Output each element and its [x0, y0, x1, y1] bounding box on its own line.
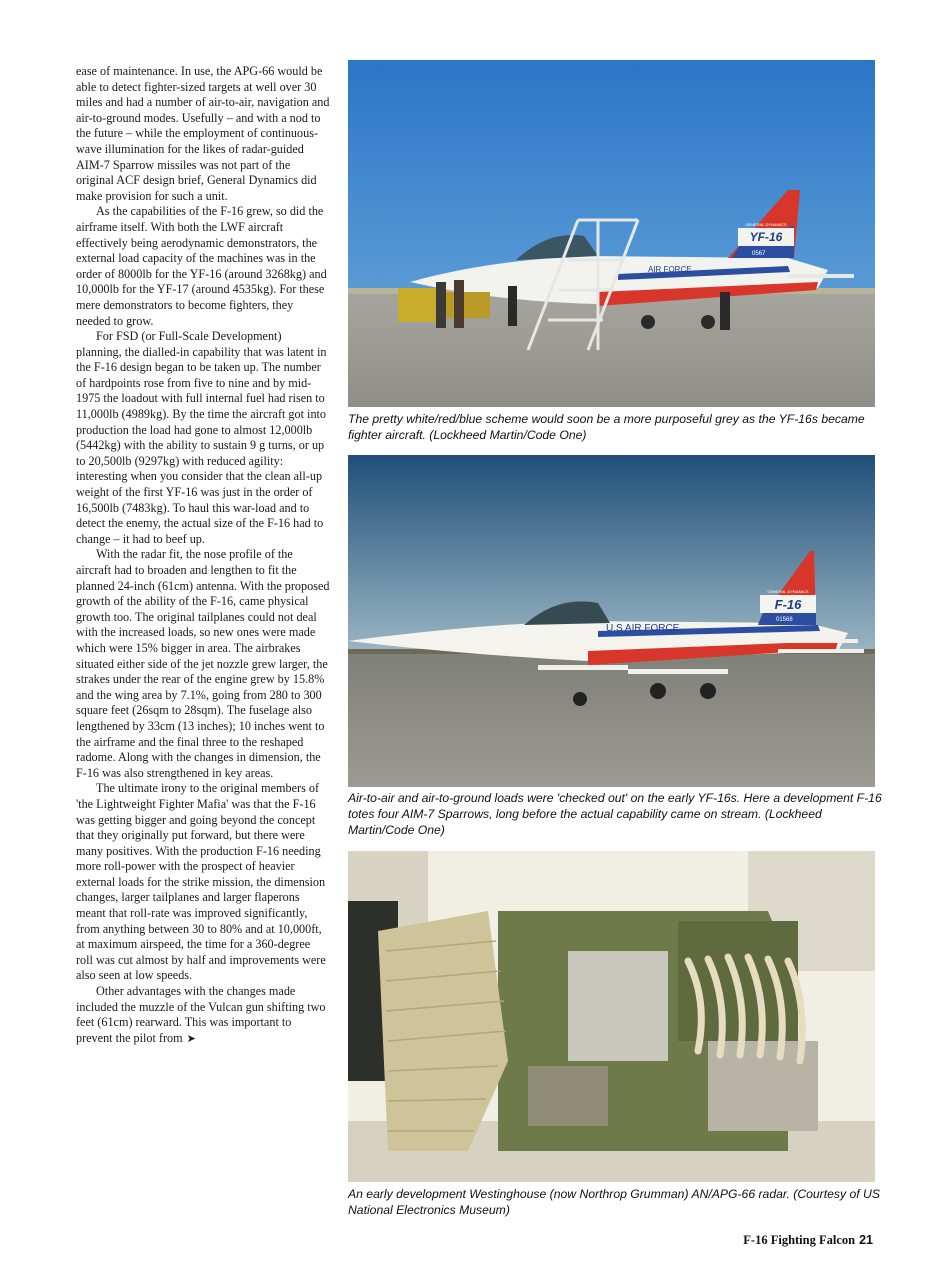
- photo-caption: The pretty white/red/blue scheme would soon be a more purposeful grey as the YF-16s became fighter aircraft. (Lockheed Martin/Code One): [348, 412, 865, 442]
- photo-f16-sparrows: [348, 455, 875, 787]
- photo-apg66-radar: [348, 851, 875, 1182]
- photo-caption: An early development Westinghouse (now Northrop Grumman) AN/APG-66 radar. (Courtesy of US National Electronics Museum): [348, 1187, 880, 1217]
- fuselage-marking: U.S AIR FORCE: [606, 623, 680, 634]
- tail-serial: 01568: [776, 617, 793, 623]
- paragraph-text: Other advantages with the changes made included the muzzle of the Vulcan gun shifting two feet (61cm) rearward. This was important to prevent the pilot from: [76, 984, 326, 1045]
- page-number: 21: [859, 1233, 873, 1247]
- fuselage-marking: AIR FORCE: [648, 265, 692, 274]
- paragraph: As the capabilities of the F-16 grew, so did the airframe itself. With both the LWF aircraft effectively being aerodynamic demonstrators, the external load capacity of the machines was in the order of 8000lb for the YF-16 (around 3268kg) and 10,000lb for the YF-17 (around 4535kg). For these mere demonstrators to become fighters, they needed to grow.: [76, 204, 327, 328]
- photo-caption: Air-to-air and air-to-ground loads were 'checked out' on the early YF-16s. Here a development F-16 totes four AIM-7 Sparrows, long before the actual capability came on stream. (Lockheed Martin/Code One): [348, 791, 882, 837]
- tail-label: YF-16: [749, 230, 783, 244]
- tail-maker: GENERAL DYNAMICS: [767, 589, 809, 594]
- tail-maker: GENERAL DYNAMICS: [745, 222, 787, 227]
- paragraph: With the radar fit, the nose profile of the aircraft had to broaden and lengthen to fit the planned 24-inch (61cm) antenna. With the proposed growth of the ability of the F-16, came physical growth too. The original tailplanes could not deal with the increased loads, so new ones were made which were 15% bigger in area. The airbrakes situated either side of the jet nozzle grew larger, the strakes under the rear of the engine grew by 15.8% and the wing area by 7.1%, going from 280 to 300 square feet (26sqm to 28sqm). The fuselage also lengthened by 33cm (13 inches); 10 inches went to the airframe and the final three to the reshaped radome. Along with the changes in dimension, the F-16 was also strengthened in key areas.: [76, 547, 330, 780]
- publication-title: F-16 Fighting Falcon: [743, 1233, 856, 1247]
- continue-arrow-icon: ➤: [186, 1031, 196, 1045]
- tail-serial: 0567: [752, 251, 766, 257]
- paragraph: [76, 984, 330, 1046]
- paragraph: For FSD (or Full-Scale Development) planning, the dialled-in capability that was latent in the F-16 design began to be taken up. The number of hardpoints rose from five to nine and by mid-1975 the loadout with full internal fuel had risen to 11,000lb (4989kg). By the time the aircraft got into production the load had gone to almost 12,000lb (5442kg) with the ability to sustain 9 g turns, or up to 20,500lb (9297kg) with reduced agility: interesting when you consider that the clean all-up weight of the first YF-16 was just in the order of 16,500lb (7483kg). To haul this war-load and to detect the enemy, the actual size of the F-16 had to change – it had to beef up.: [76, 329, 327, 546]
- paragraph: ease of maintenance. In use, the APG-66 would be able to detect fighter-sized targets at well over 30 miles and had a number of air-to-air, navigation and air-to-ground modes. Usefully – and with a nod to the future – while the employment of continuous-wave illumination for the likes of radar-guided AIM-7 Sparrow missiles was not part of the original ACF design brief, General Dynamics did make provision for such a unit.: [76, 64, 330, 203]
- page-footer: [743, 1233, 873, 1248]
- article-body: [76, 64, 330, 1046]
- paragraph: The ultimate irony to the original members of 'the Lightweight Fighter Mafia' was that the F-16 was getting bigger and going beyond the concept that they originally put forward, but there were many positives. With the production F-16 needing more roll-power with the prospect of heavier external loads for the strike mission, the dimension changes, larger tailplanes and larger flaperons meant that roll-rate was improved significantly, from anything between 30 to 80% and at 10,000ft, at maximum airspeed, the time for a 360-degree roll was cut almost by half and improvements were also seen at low speeds.: [76, 781, 326, 983]
- tail-label: F-16: [774, 597, 802, 612]
- photo-yf16-ramp: [348, 60, 875, 407]
